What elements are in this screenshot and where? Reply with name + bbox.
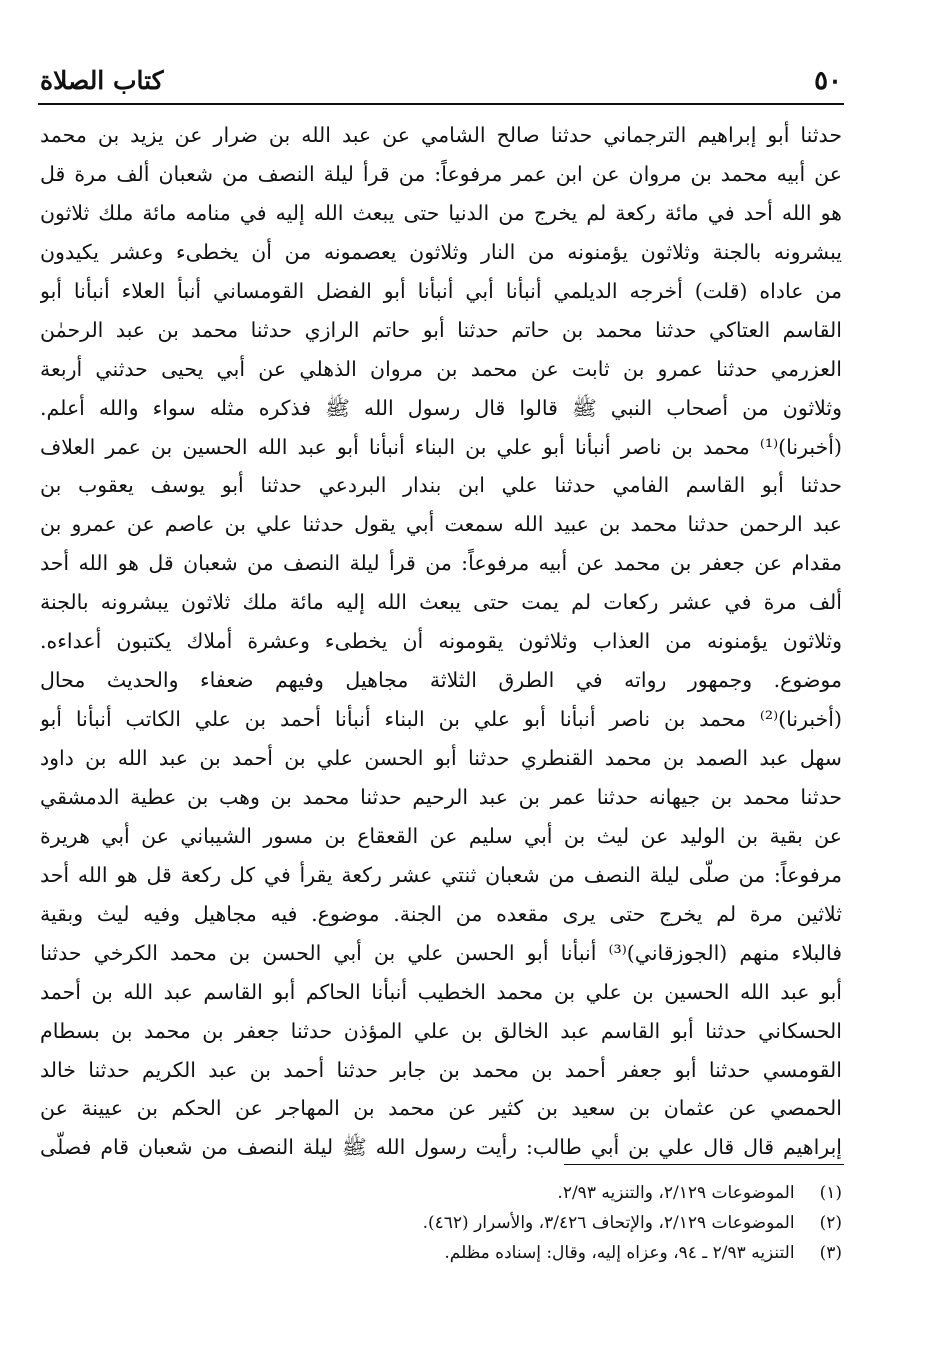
text-line: يبشرونه بالجنة وثلاثون يؤمنونه من النار وثلاثون يعصمونه من أن يخطىء وعشر يكيدون bbox=[40, 239, 842, 264]
footnote-text: الموضوعات ٢/١٢٩، والتنزيه ٢/٩٣. bbox=[557, 1183, 795, 1203]
text-line: موضوع. وجمهور رواته في الطرق الثلاثة مجاهيل وفيهم ضعفاء والحديث محال bbox=[40, 668, 842, 693]
footnote-number: (٢) bbox=[819, 1213, 842, 1233]
text-line: من عاداه (قلت) أخرجه الديلمي أنبأنا أبي أنبأنا أبو الفضل القومساني أنبأ العلاء أنبأنا أبو bbox=[40, 278, 842, 303]
main-text bbox=[40, 116, 842, 1167]
footnote bbox=[40, 1238, 842, 1268]
footnote-number: (١) bbox=[819, 1183, 842, 1203]
text-line: ثلاثين مرة لم يخرج حتى يرى مقعده من الجنة. موضوع. فيه مجاهيل وفيه ليث وبقية bbox=[40, 901, 842, 926]
text-line: حدثنا أبو إبراهيم الترجماني حدثنا صالح الشامي عن عبد الله بن ضرار عن يزيد بن محمد bbox=[40, 123, 842, 147]
text-line: حدثنا محمد بن جيهانه حدثنا عمر بن عبد الرحيم حدثنا محمد بن وهب بن عطية الدمشقي bbox=[40, 784, 842, 809]
text-line: مقدام عن جعفر بن محمد عن أبيه مرفوعاً: من قرأ ليلة النصف من شعبان قل هو الله أحد bbox=[40, 551, 842, 576]
page-header bbox=[40, 62, 842, 102]
footnote-number: (٣) bbox=[819, 1243, 842, 1263]
text-line: عبد الرحمن حدثنا محمد بن عبيد الله سمعت أبي يقول حدثنا علي بن عاصم عن عمرو بن bbox=[40, 512, 842, 537]
text-line: الحسكاني حدثنا أبو القاسم عبد الخالق بن علي المؤذن حدثنا جعفر بن محمد بن بسطام bbox=[40, 1018, 842, 1043]
text-line: عن أبيه محمد بن مروان عن ابن عمر مرفوعاً: من قرأ ليلة النصف من شعبان ألف مرة قل bbox=[40, 161, 842, 186]
text-line: حدثنا أبو القاسم الفامي حدثنا علي ابن بندار البردعي حدثنا أبو يوسف يعقوب بن bbox=[40, 473, 842, 498]
text-line: العزرمي حدثنا عمرو بن ثابت عن محمد بن مروان الذهلي عن أبي يحيى حدثني أربعة bbox=[40, 356, 842, 381]
text-line: فالبلاء منهم (الجوزقاني)⁽³⁾ أنبأنا أبو الحسن علي بن أبي الحسن بن محمد الكرخي حدثنا bbox=[40, 940, 842, 965]
footnotes bbox=[40, 1178, 842, 1268]
text-line: (أخبرنا)⁽²⁾ محمد بن ناصر أنبأنا أبو علي بن البناء أنبأنا أحمد بن علي الكاتب أنبأنا أبو bbox=[40, 707, 842, 732]
footnote bbox=[40, 1208, 842, 1238]
footnote bbox=[40, 1178, 842, 1208]
text-line: سهل عبد الصمد بن محمد القنطري حدثنا أبو الحسن علي بن أحمد بن عبد الله بن داود bbox=[40, 746, 842, 770]
text-line: وثلاثون من أصحاب النبي ﷺ قالوا قال رسول الله ﷺ فذكره مثله سواء والله أعلم. bbox=[40, 395, 842, 420]
text-line: ألف مرة في عشر ركعات لم يمت حتى يبعث الله إليه مائة ملك ثلاثون يبشرونه بالجنة bbox=[40, 590, 842, 615]
text-line: وثلاثون يؤمنونه من العذاب وثلاثون يقومونه أن يخطىء وعشرة أملاك يكتبون أعداءه. bbox=[40, 629, 842, 654]
text-line: مرفوعاً: من صلّى ليلة النصف من شعبان ثنتي عشر ركعة يقرأ في كل ركعة قل هو الله أحد bbox=[40, 862, 842, 887]
page-number: ٥٠ bbox=[814, 66, 842, 96]
text-line: عن بقية بن الوليد عن ليث بن أبي سليم عن القعقاع بن مسور الشيباني عن أبي هريرة bbox=[40, 823, 842, 848]
text-line: الحمصي عن عثمان بن سعيد بن كثير عن محمد بن المهاجر عن الحكم بن عيينة عن bbox=[40, 1096, 842, 1121]
text-line: القومسي حدثنا أبو جعفر أحمد بن محمد بن جابر حدثنا أحمد بن عبد الكريم حدثنا خالد bbox=[40, 1057, 842, 1082]
footnote-text: الموضوعات ٢/١٢٩، والإتحاف ٣/٤٢٦، والأسرار (٤٦٢). bbox=[422, 1213, 795, 1233]
text-line: إبراهيم قال قال علي بن أبي طالب: رأيت رسول الله ﷺ ليلة النصف من شعبان قام فصلّى bbox=[40, 1135, 842, 1160]
footnote-text: التنزيه ٢/٩٣ ـ ٩٤، وعزاه إليه، وقال: إسناده مظلم. bbox=[444, 1243, 795, 1263]
footnote-divider bbox=[564, 1164, 844, 1165]
text-line: (أخبرنا)⁽¹⁾ محمد بن ناصر أنبأنا أبو علي بن البناء أنبأنا أبو عبد الله الحسين بن عمر العلاف bbox=[40, 434, 842, 459]
text-line: هو الله أحد في مائة ركعة لم يخرج من الدنيا حتى يبعث الله إليه في منامه مائة ملك ثلاثون bbox=[40, 200, 842, 225]
text-line: أبو عبد الله الحسين بن علي بن محمد الخطيب أنبأنا الحاكم أبو القاسم عبد الله بن أحمد bbox=[40, 979, 842, 1004]
text-line: القاسم العتاكي حدثنا محمد بن حاتم حدثنا أبو حاتم الرازي حدثنا محمد بن عبد الرحمٰن bbox=[40, 317, 842, 342]
header-divider bbox=[38, 103, 844, 105]
running-title: كتاب الصلاة bbox=[40, 66, 164, 95]
